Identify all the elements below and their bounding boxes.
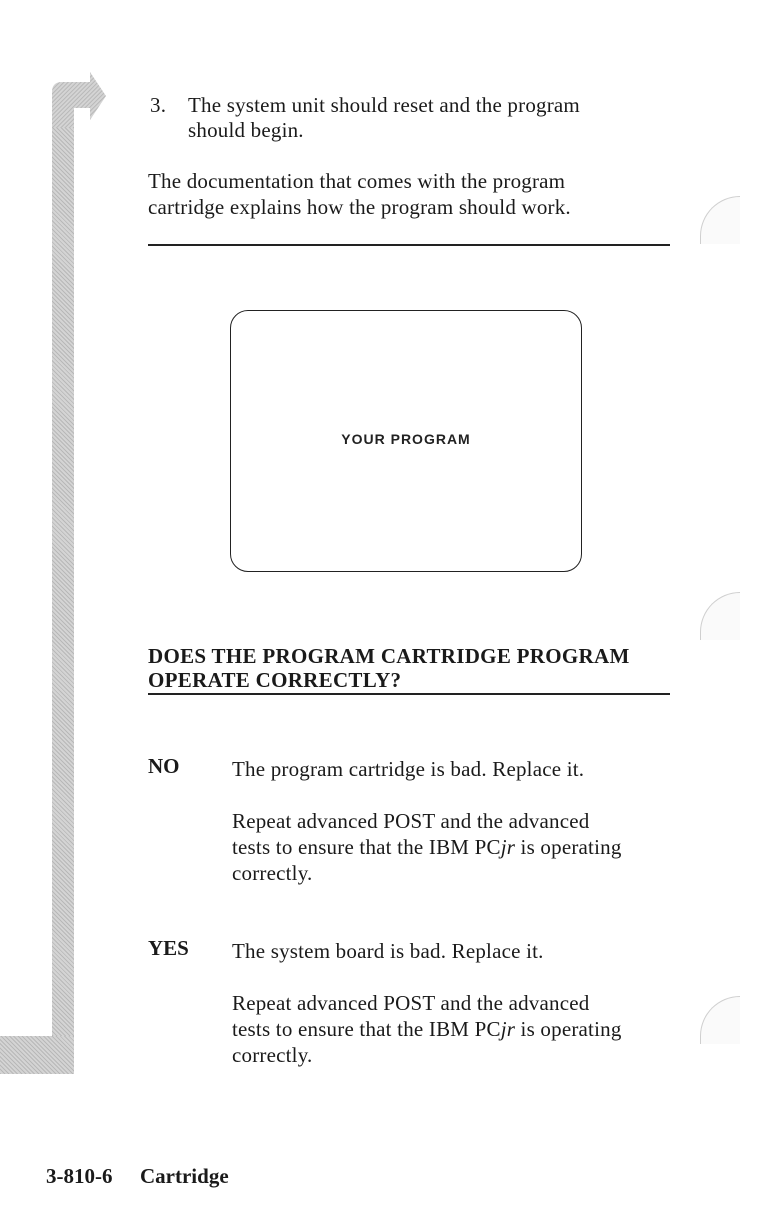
intro-line-1: The documentation that comes with the program (148, 169, 566, 193)
no-repeat-line-2 (232, 834, 622, 860)
no-result: The program cartridge is bad. Replace it. (232, 757, 585, 781)
divider-rule (148, 244, 670, 246)
yes-repeat-line-2 (232, 1016, 622, 1042)
question-line-2: OPERATE CORRECTLY? (148, 668, 402, 692)
index-tab (700, 592, 740, 640)
no-key: NO (148, 754, 180, 778)
step-line-2: should begin. (188, 118, 304, 142)
flowchart-connector-bar (52, 92, 74, 1074)
yes-repeat-tail: is operating (515, 1017, 622, 1041)
yes-repeat-line-3: correctly. (232, 1043, 313, 1067)
no-repeat-tail: is operating (515, 835, 622, 859)
screen-illustration (230, 310, 582, 572)
question-rule (148, 693, 670, 695)
index-tab (700, 196, 740, 244)
no-repeat-line-1: Repeat advanced POST and the advanced (232, 809, 590, 833)
yes-repeat-text: tests to ensure that the IBM PC (232, 1017, 501, 1041)
no-pcjr-suffix: jr (500, 835, 516, 859)
question-line-1: DOES THE PROGRAM CARTRIDGE PROGRAM (148, 644, 630, 668)
no-repeat-text: tests to ensure that the IBM PC (232, 835, 501, 859)
yes-pcjr-suffix: jr (500, 1017, 516, 1041)
footer-page-number: 3-810-6 (46, 1164, 113, 1188)
flow-arrow-icon (52, 68, 108, 128)
intro-line-2: cartridge explains how the program should work. (148, 195, 571, 219)
footer-section: Cartridge (140, 1164, 229, 1188)
yes-repeat-line-1: Repeat advanced POST and the advanced (232, 991, 590, 1015)
step-line-1: The system unit should reset and the program (188, 93, 580, 117)
no-repeat-line-3: correctly. (232, 861, 313, 885)
index-tab (700, 996, 740, 1044)
yes-key: YES (148, 936, 189, 960)
yes-result: The system board is bad. Replace it. (232, 939, 544, 963)
screen-label: YOUR PROGRAM (341, 431, 471, 447)
flowchart-connector-bottom (0, 1036, 74, 1074)
step-number: 3. (150, 93, 167, 117)
